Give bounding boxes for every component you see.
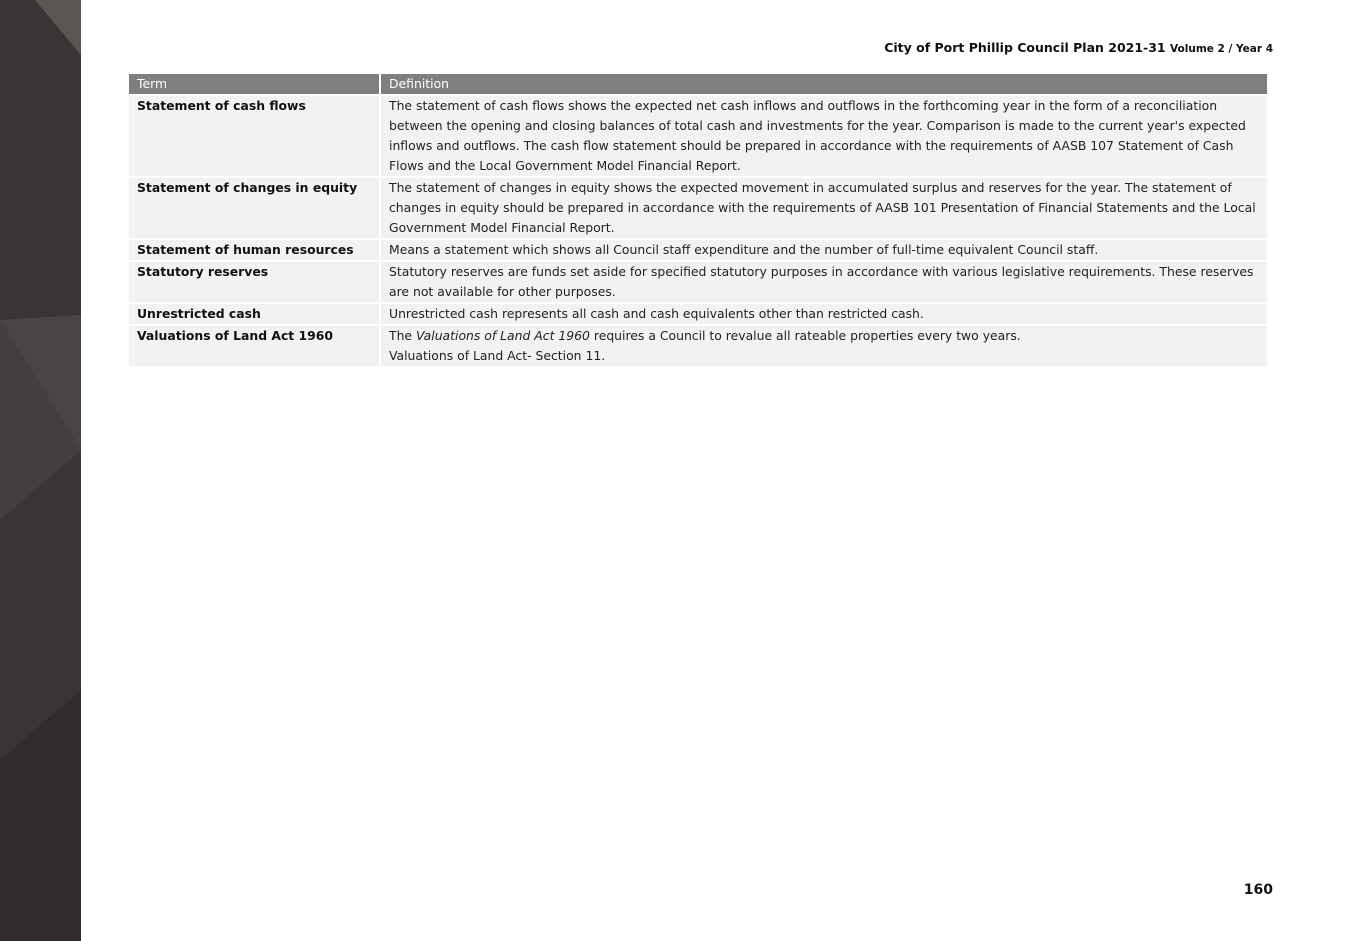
page-number: 160 bbox=[1243, 882, 1273, 898]
term-cell: Statement of human resources bbox=[129, 240, 379, 260]
table-row bbox=[129, 96, 1267, 176]
term-cell: Valuations of Land Act 1960 bbox=[129, 326, 379, 366]
table-row bbox=[129, 178, 1267, 238]
term-cell: Statement of cash flows bbox=[129, 96, 379, 176]
column-header-definition: Definition bbox=[381, 74, 1267, 94]
decorative-side-band bbox=[0, 0, 81, 941]
section-reference: Valuations of Land Act- Section 11. bbox=[389, 348, 606, 363]
term-cell: Unrestricted cash bbox=[129, 304, 379, 324]
table-row bbox=[129, 304, 1267, 324]
act-title-italic: Valuations of Land Act 1960 bbox=[415, 328, 590, 343]
definition-cell bbox=[381, 326, 1267, 366]
definition-cell: Statutory reserves are funds set aside for specified statutory purposes in accordance with various legislative requirements. These reserves are not available for other purposes. bbox=[381, 262, 1267, 302]
table-row bbox=[129, 326, 1267, 366]
document-title: City of Port Phillip Council Plan 2021-31 bbox=[884, 40, 1166, 55]
term-cell: Statutory reserves bbox=[129, 262, 379, 302]
definition-cell: Unrestricted cash represents all cash and cash equivalents other than restricted cash. bbox=[381, 304, 1267, 324]
running-header bbox=[884, 40, 1273, 55]
column-header-term: Term bbox=[129, 74, 379, 94]
glossary-table bbox=[127, 72, 1269, 368]
definition-cell: The statement of cash flows shows the expected net cash inflows and outflows in the forthcoming year in the form of a reconciliation between the opening and closing balances of total cash and investments for the year. Comparison is made to the current year's expected inflows and outflows. The cash flow statement should be prepared in accordance with the requirements of AASB 107 Statement of Cash Flows and the Local Government Model Financial Report. bbox=[381, 96, 1267, 176]
geometric-pattern bbox=[0, 0, 81, 941]
definition-text: The bbox=[389, 328, 416, 343]
definition-cell: The statement of changes in equity shows the expected movement in accumulated surplus and reserves for the year. The statement of changes in equity should be prepared in accordance with the requirements of AASB 101 Presentation of Financial Statements and the Local Government Model Financial Report. bbox=[381, 178, 1267, 238]
table-row bbox=[129, 262, 1267, 302]
definition-cell: Means a statement which shows all Council staff expenditure and the number of full-time equivalent Council staff. bbox=[381, 240, 1267, 260]
volume-label: Volume 2 / Year 4 bbox=[1170, 43, 1273, 55]
definition-text: requires a Council to revalue all rateable properties every two years. bbox=[589, 328, 1021, 343]
term-cell: Statement of changes in equity bbox=[129, 178, 379, 238]
table-header-row bbox=[129, 74, 1267, 94]
table-row bbox=[129, 240, 1267, 260]
